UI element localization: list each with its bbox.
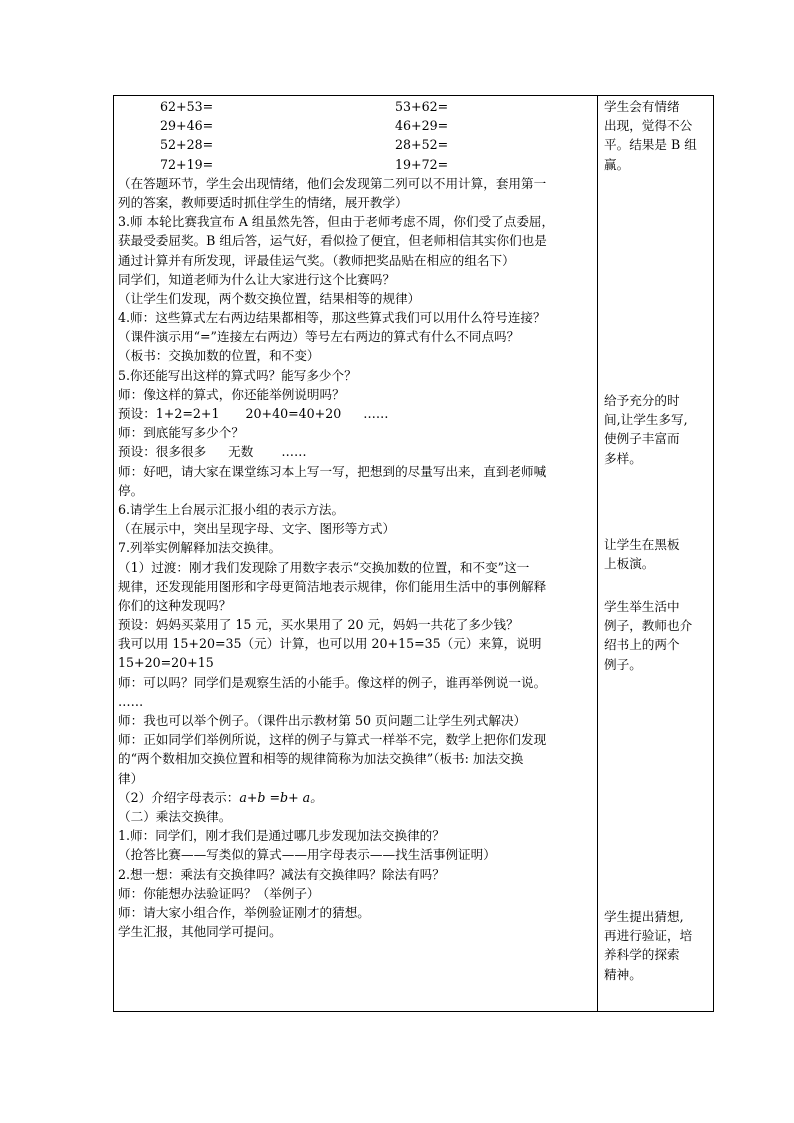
equation-row: 72+19= 19+72=	[160, 156, 449, 172]
text-line: 4.师：这些算式左右两边结果都相等，那这些算式我们可以用什么符号连接？	[118, 310, 546, 326]
text-line: 律）	[118, 770, 144, 786]
text-line: 师：像这样的算式，你还能举例说明吗？	[118, 386, 345, 402]
text-line: 师：可以吗？同学们是观察生活的小能手。像这样的例子，谁再举例说一说。	[118, 674, 547, 690]
equation-row: 29+46= 46+29=	[160, 118, 449, 134]
text-line: 15+20=20+15	[118, 655, 214, 671]
text-line: 获最受委屈奖。B 组后答，运气好，看似捡了便宜，但老师相信其实你们也是	[118, 233, 547, 249]
text-line: （抢答比赛——写类似的算式——用字母表示——找生活事例证明）	[118, 847, 496, 863]
text-line: 我可以用 15+20=35（元）计算，也可以用 20+15=35（元）来算，说明	[118, 636, 542, 652]
text-line: （二）乘法交换律。	[118, 808, 232, 824]
note-block: 学生会有情绪 出现，觉得不公 平。结果是 B 组 赢。	[604, 99, 697, 172]
text-line: （在答题环节，学生会出现情绪，他们会发现第二列可以不用计算，套用第一	[118, 175, 547, 191]
note-block: 让学生在黑板 上板演。	[604, 537, 680, 572]
text-line: 停。	[118, 482, 144, 498]
text-line: （课件演示用“=”连接左右两边）等号左右两边的算式有什么不同点吗？	[118, 329, 520, 345]
text-line: 同学们，知道老师为什么让大家进行这个比赛吗？	[118, 271, 396, 287]
text-line: 的“两个数相加交换位置和相等的规律简称为加法交换律”（板书: 加法交换	[118, 751, 524, 767]
text-line: 师：好吧，请大家在课堂练习本上写一写，把想到的尽量写出来，直到老师喊	[118, 463, 547, 479]
preset-line: 预设：1+2=2+1 20+40=40+20 ……	[118, 406, 389, 421]
text-line: 师：我也可以举个例子。（课件出示教材第 50 页问题二让学生列式解决）	[118, 713, 527, 728]
text-line: ……	[118, 693, 144, 709]
text-line: 预设：妈妈买菜用了 15 元，买水果用了 20 元，妈妈一共花了多少钱？	[118, 617, 519, 633]
teaching-process-column	[118, 97, 596, 941]
text-line: （在展示中，突出呈现字母、文字、图形等方式）	[118, 521, 396, 537]
note-block: 学生举生活中 例子，教师也介 绍书上的两个 例子。	[604, 599, 693, 672]
letter-formula: a+b =b+ a。	[239, 789, 323, 805]
text-line: 师：正如同学们举例所说，这样的例子与算式一样举不完，数学上把你们发现	[118, 732, 547, 748]
formula-line: （2）介绍字母表示：a+b =b+ a。	[118, 789, 323, 805]
text-line: 2.想一想：乘法有交换律吗？减法有交换律吗？除法有吗？	[118, 866, 445, 882]
text-line: （1）过渡：刚才我们发现除了用数字表示“交换加数的位置，和不变”这一	[118, 559, 530, 575]
equation-row: 62+53= 53+62=	[160, 99, 449, 114]
text-line: （让学生们发现，两个数交换位置，结果相等的规律）	[118, 290, 421, 306]
text-line: 5.你还能写出这样的算式吗？能写多少个？	[118, 367, 357, 383]
equation-row: 52+28= 28+52=	[160, 137, 449, 153]
text-line: 师：到底能写多少个？	[118, 425, 244, 441]
text-line: 规律，还发现能用图形和字母更简洁地表示规律，你们能用生活中的事例解释	[118, 578, 547, 594]
column-divider	[597, 95, 598, 1012]
text-line: 列的答案，教师要适时抓住学生的情绪，展开教学）	[118, 194, 408, 210]
text-line: 通过计算并有所发现，评最佳运气奖。（教师把奖品贴在相应的组名下）	[118, 252, 515, 268]
text-line: 6.请学生上台展示汇报小组的表示方法。	[118, 501, 345, 517]
note-block: 给予充分的时 间,让学生多写, 使例子丰富而 多样。	[604, 393, 688, 466]
text-line: 师：请大家小组合作，举例验证刚才的猜想。	[118, 904, 370, 920]
text-line: 师：你能想办法验证吗？（举例子）	[118, 885, 320, 901]
text-line: （板书：交换加数的位置，和不变）	[118, 348, 320, 364]
text-line: 1.师：同学们，刚才我们是通过哪几步发现加法交换律的？	[118, 828, 445, 844]
text-line: 你们的这种发现吗？	[118, 597, 232, 613]
note-block: 学生提出猜想, 再进行验证，培 养科学的探索 精神。	[604, 909, 693, 982]
text-line: 3.师 本轮比赛我宣布 A 组虽然先答，但由于老师考虑不周，你们受了点委屈，	[118, 214, 555, 230]
text-line: 学生汇报，其他同学可提问。	[118, 924, 282, 940]
preset-line: 预设：很多很多 无数 ……	[118, 444, 307, 460]
text-line: 7.列举实例解释加法交换律。	[118, 540, 282, 556]
